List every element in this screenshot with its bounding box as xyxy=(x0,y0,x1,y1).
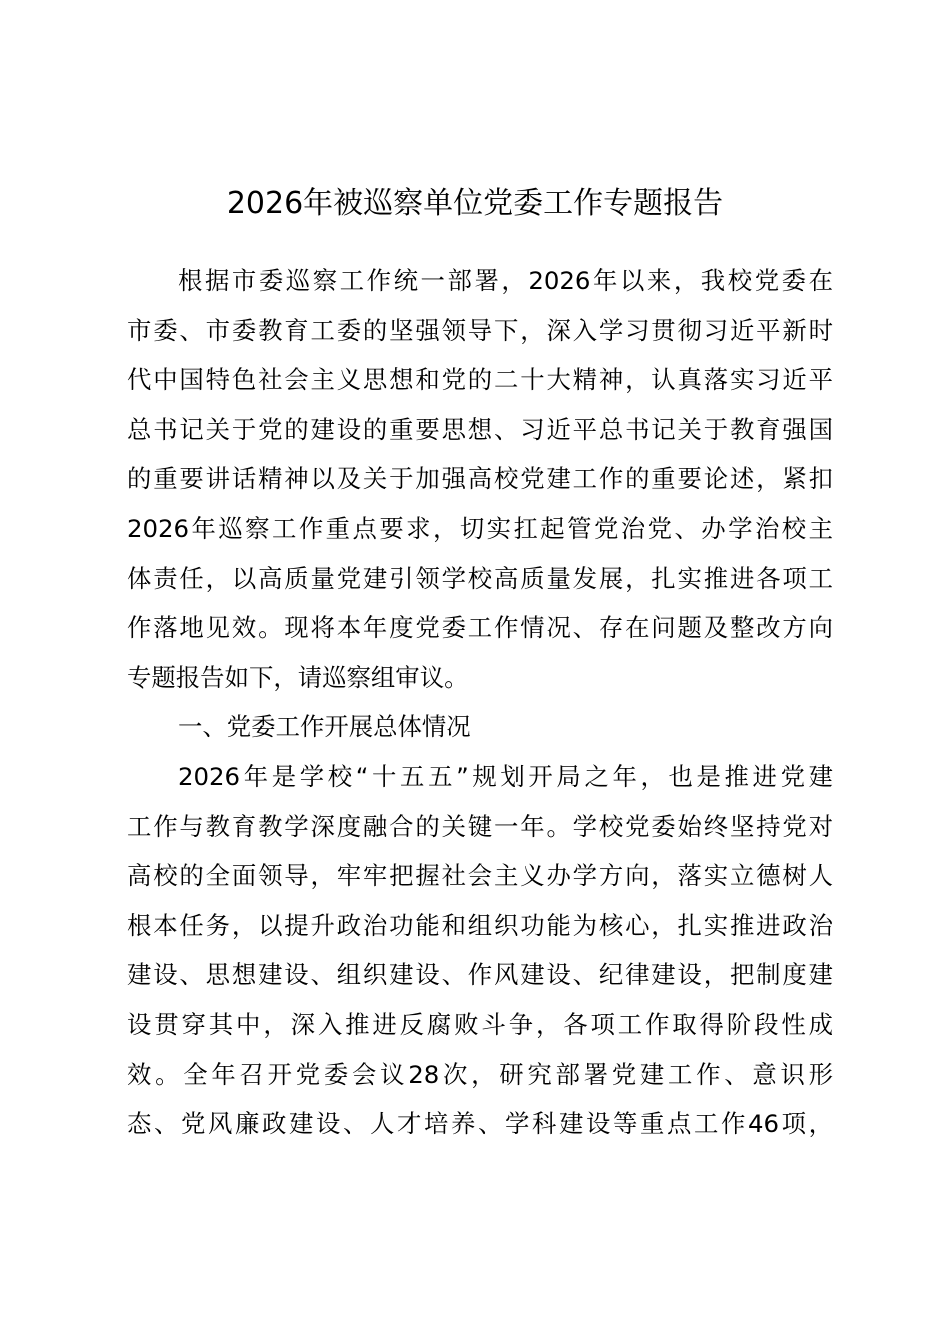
section-1-paragraph-line-7: 效。全年召开党委会议28次，研究部署党建工作、意识形 xyxy=(127,1059,833,1089)
section-1-paragraph-line-3: 高校的全面领导，牢牢把握社会主义办学方向，落实立德树人 xyxy=(127,861,833,891)
document-title: 2026年被巡察单位党委工作专题报告 xyxy=(226,186,724,221)
intro-paragraph-line-7: 体责任，以高质量党建引领学校高质量发展，扎实推进各项工 xyxy=(127,563,833,593)
intro-paragraph-line-9: 专题报告如下，请巡察组审议。 xyxy=(127,662,469,692)
section-1-paragraph-line-5: 建设、思想建设、组织建设、作风建设、纪律建设，把制度建 xyxy=(127,960,833,990)
section-1-paragraph-line-6: 设贯穿其中，深入推进反腐败斗争，各项工作取得阶段性成 xyxy=(127,1009,833,1039)
section-1-paragraph-line-1: 2026年是学校“十五五”规划开局之年，也是推进党建 xyxy=(178,761,833,791)
intro-paragraph-line-8: 作落地见效。现将本年度党委工作情况、存在问题及整改方向 xyxy=(127,613,833,643)
intro-paragraph-line-2: 市委、市委教育工委的坚强领导下，深入学习贯彻习近平新时 xyxy=(127,315,833,345)
intro-paragraph-line-1: 根据市委巡察工作统一部署，2026年以来，我校党委在 xyxy=(178,266,833,295)
document-body xyxy=(127,259,833,1152)
intro-paragraph-line-3: 代中国特色社会主义思想和党的二十大精神，认真落实习近平 xyxy=(127,365,833,395)
section-1-paragraph-line-4: 根本任务，以提升政治功能和组织功能为核心，扎实推进政治 xyxy=(127,910,833,940)
intro-paragraph-line-5: 的重要讲话精神以及关于加强高校党建工作的重要论述，紧扣 xyxy=(127,464,833,494)
intro-paragraph-line-4: 总书记关于党的建设的重要思想、习近平总书记关于教育强国 xyxy=(127,414,833,444)
section-heading-1: 一、党委工作开展总体情况 xyxy=(178,712,471,742)
section-1-paragraph-line-2: 工作与教育教学深度融合的关键一年。学校党委始终坚持党对 xyxy=(127,811,833,841)
intro-paragraph-line-6: 2026年巡察工作重点要求，切实扛起管党治党、办学治校主 xyxy=(127,513,833,543)
section-1-paragraph-line-8: 态、党风廉政建设、人才培养、学科建设等重点工作46项， xyxy=(127,1109,833,1139)
